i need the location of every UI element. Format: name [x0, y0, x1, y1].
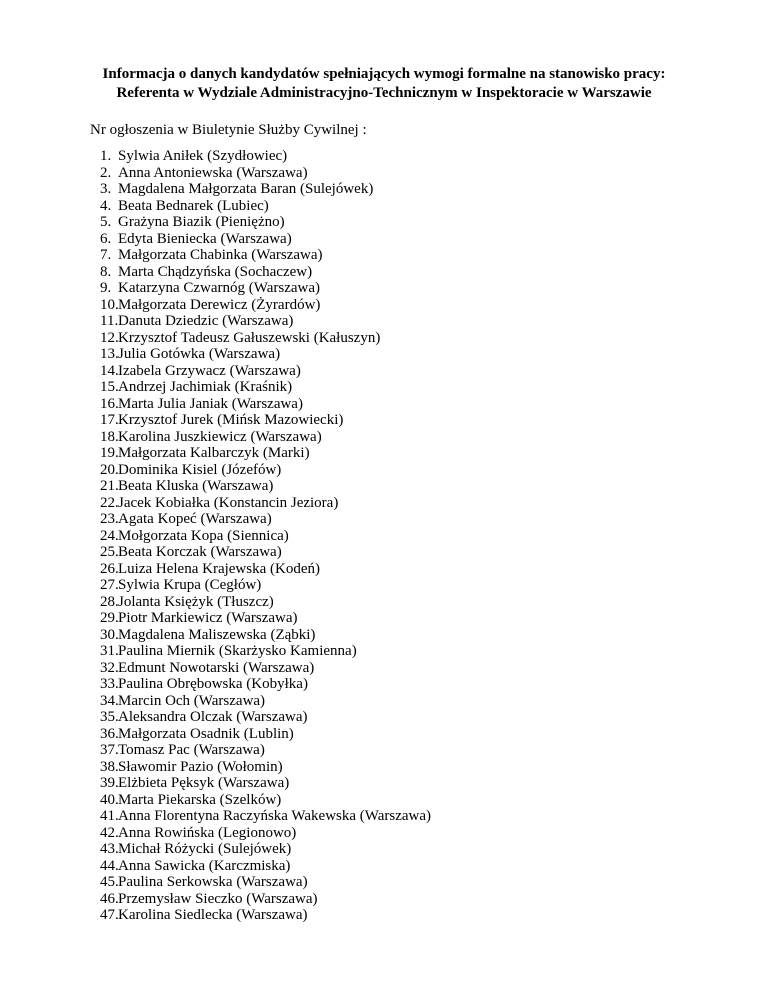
list-item [100, 825, 431, 842]
list-item [100, 726, 431, 743]
list-item-number: 23. [100, 511, 119, 527]
candidate-name: Agata Kopeć (Warszawa) [118, 511, 272, 527]
list-item-number: 34. [100, 692, 119, 709]
list-item [100, 198, 431, 215]
list-item [100, 478, 431, 495]
list-item-number: 4. [100, 197, 112, 214]
list-item [100, 280, 431, 297]
list-item-number: 33. [100, 676, 119, 692]
list-item [100, 379, 431, 396]
candidate-name: Beata Kluska (Warszawa) [118, 478, 274, 494]
list-item [100, 264, 431, 281]
candidate-name: Jolanta Księżyk (Tłuszcz) [118, 593, 274, 610]
list-item-number: 28. [100, 593, 119, 610]
list-item-number: 3. [100, 181, 112, 197]
list-item-number: 6. [100, 230, 112, 247]
list-item-number: 42. [100, 824, 119, 841]
list-item [100, 528, 431, 545]
list-item-number: 16. [100, 395, 119, 412]
candidate-name: Anna Antoniewska (Warszawa) [118, 164, 308, 181]
candidate-name: Aleksandra Olczak (Warszawa) [118, 709, 308, 725]
list-item [100, 313, 431, 330]
candidate-name: Przemysław Sieczko (Warszawa) [118, 890, 318, 907]
list-item [100, 627, 431, 644]
list-item [100, 214, 431, 231]
list-item-number: 27. [100, 577, 119, 593]
list-item [100, 693, 431, 710]
list-item-number: 35. [100, 709, 119, 725]
list-item [100, 874, 431, 891]
list-item [100, 808, 431, 825]
candidate-name: Jacek Kobiałka (Konstancin Jeziora) [118, 494, 339, 511]
list-item-number: 24. [100, 527, 119, 544]
list-item-number: 44. [100, 857, 119, 874]
list-item [100, 346, 431, 363]
list-item-number: 32. [100, 659, 119, 676]
list-item-number: 20. [100, 461, 119, 478]
list-item [100, 858, 431, 875]
candidate-name: Marta Julia Janiak (Warszawa) [118, 395, 303, 412]
list-item [100, 660, 431, 677]
list-item-number: 18. [100, 428, 119, 445]
list-item [100, 759, 431, 776]
list-item-number: 7. [100, 247, 112, 263]
candidate-name: Sławomir Pazio (Wołomin) [118, 758, 283, 775]
list-item-number: 39. [100, 775, 119, 791]
candidate-name: Beata Korczak (Warszawa) [118, 544, 282, 560]
list-item-number: 41. [100, 808, 119, 824]
list-item-number: 13. [100, 346, 119, 362]
candidate-name: Andrzej Jachimiak (Kraśnik) [118, 379, 293, 395]
candidate-name: Paulina Miernik (Skarżysko Kamienna) [118, 643, 357, 659]
list-item [100, 577, 431, 594]
candidate-name: Marcin Och (Warszawa) [118, 692, 266, 709]
candidate-name: Julia Gotówka (Warszawa) [118, 346, 281, 362]
candidate-list [100, 148, 431, 924]
candidate-name: Małgorzata Derewicz (Żyrardów) [118, 296, 321, 313]
candidate-name: Edmunt Nowotarski (Warszawa) [118, 659, 315, 676]
candidate-name: Piotr Markiewicz (Warszawa) [118, 610, 298, 626]
list-item-number: 31. [100, 643, 119, 659]
candidate-name: Magdalena Maliszewska (Ząbki) [118, 626, 316, 643]
candidate-name: Beata Bednarek (Lubiec) [118, 197, 269, 214]
list-item [100, 412, 431, 429]
candidate-name: Sylwia Krupa (Cegłów) [118, 577, 262, 593]
candidate-name: Marta Piekarska (Szelków) [118, 791, 282, 808]
candidate-name: Małgorzata Kalbarczyk (Marki) [118, 445, 310, 461]
list-item [100, 792, 431, 809]
list-item [100, 676, 431, 693]
list-item-number: 1. [100, 148, 112, 164]
list-item-number: 21. [100, 478, 119, 494]
candidate-name: Marta Chądzyńska (Sochaczew) [118, 263, 313, 280]
list-item [100, 907, 431, 924]
list-item [100, 297, 431, 314]
list-item-number: 8. [100, 263, 112, 280]
candidate-name: Danuta Dziedzic (Warszawa) [118, 313, 294, 329]
list-item [100, 544, 431, 561]
candidate-name: Tomasz Pac (Warszawa) [118, 742, 265, 758]
list-item-number: 11. [100, 313, 119, 329]
bulletin-number-label: Nr ogłoszenia w Biuletynie Służby Cywilnej : [90, 122, 367, 138]
list-item-number: 26. [100, 560, 119, 577]
candidate-name: Paulina Serkowska (Warszawa) [118, 874, 308, 890]
list-item-number: 12. [100, 329, 119, 346]
candidate-name: Edyta Bieniecka (Warszawa) [118, 230, 292, 247]
list-item [100, 445, 431, 462]
list-item [100, 181, 431, 198]
list-item [100, 363, 431, 380]
candidate-name: Krzysztof Tadeusz Gałuszewski (Kałuszyn) [118, 329, 381, 346]
list-item [100, 429, 431, 446]
list-item-number: 9. [100, 280, 112, 296]
list-item [100, 148, 431, 165]
candidate-name: Anna Rowińska (Legionowo) [118, 824, 297, 841]
list-item [100, 841, 431, 858]
list-item [100, 247, 431, 264]
candidate-name: Katarzyna Czwarnóg (Warszawa) [118, 280, 321, 296]
list-item-number: 46. [100, 890, 119, 907]
list-item-number: 37. [100, 742, 119, 758]
candidate-name: Dominika Kisiel (Józefów) [118, 461, 282, 478]
list-item-number: 14. [100, 362, 119, 379]
candidate-name: Luiza Helena Krajewska (Kodeń) [118, 560, 320, 577]
candidate-name: Małgorzata Osadnik (Lublin) [118, 725, 294, 742]
list-item-number: 5. [100, 214, 112, 230]
candidate-name: Izabela Grzywacz (Warszawa) [118, 362, 301, 379]
list-item [100, 511, 431, 528]
candidate-name: Anna Sawicka (Karczmiska) [118, 857, 291, 874]
list-item [100, 775, 431, 792]
list-item-number: 2. [100, 164, 112, 181]
candidate-name: Mołgorzata Kopa (Siennica) [118, 527, 289, 544]
list-item [100, 396, 431, 413]
list-item-number: 19. [100, 445, 119, 461]
title-line-1: Informacja o danych kandydatów spełniających wymogi formalne na stanowisko pracy: [102, 66, 666, 82]
list-item-number: 15. [100, 379, 119, 395]
list-item [100, 231, 431, 248]
list-item-number: 38. [100, 758, 119, 775]
list-item-number: 10. [100, 296, 119, 313]
list-item [100, 891, 431, 908]
list-item [100, 594, 431, 611]
list-item [100, 462, 431, 479]
list-item-number: 36. [100, 725, 119, 742]
list-item [100, 495, 431, 512]
candidate-name: Michał Różycki (Sulejówek) [118, 841, 292, 857]
list-item-number: 29. [100, 610, 119, 626]
candidate-name: Elżbieta Pęksyk (Warszawa) [118, 775, 290, 791]
list-item [100, 742, 431, 759]
list-item [100, 643, 431, 660]
candidate-name: Krzysztof Jurek (Mińsk Mazowiecki) [118, 412, 344, 428]
candidate-name: Anna Florentyna Raczyńska Wakewska (Warszawa) [118, 808, 432, 824]
list-item [100, 561, 431, 578]
list-item [100, 165, 431, 182]
list-item-number: 22. [100, 494, 119, 511]
candidate-name: Karolina Siedlecka (Warszawa) [118, 907, 308, 923]
list-item-number: 45. [100, 874, 119, 890]
list-item-number: 30. [100, 626, 119, 643]
candidate-name: Paulina Obrębowska (Kobyłka) [118, 676, 308, 692]
list-item-number: 43. [100, 841, 119, 857]
list-item [100, 330, 431, 347]
list-item [100, 610, 431, 627]
candidate-name: Sylwia Aniłek (Szydłowiec) [118, 148, 288, 164]
list-item-number: 40. [100, 791, 119, 808]
candidate-name: Małgorzata Chabinka (Warszawa) [118, 247, 323, 263]
list-item-number: 17. [100, 412, 119, 428]
list-item-number: 25. [100, 544, 119, 560]
candidate-name: Karolina Juszkiewicz (Warszawa) [118, 428, 322, 445]
title-line-2: Referenta w Wydziale Administracyjno-Technicznym w Inspektoracie w Warszawie [116, 85, 652, 101]
document-title [0, 65, 768, 103]
candidate-name: Magdalena Małgorzata Baran (Sulejówek) [118, 181, 374, 197]
list-item-number: 47. [100, 907, 119, 923]
list-item [100, 709, 431, 726]
candidate-name: Grażyna Biazik (Pieniężno) [118, 214, 285, 230]
